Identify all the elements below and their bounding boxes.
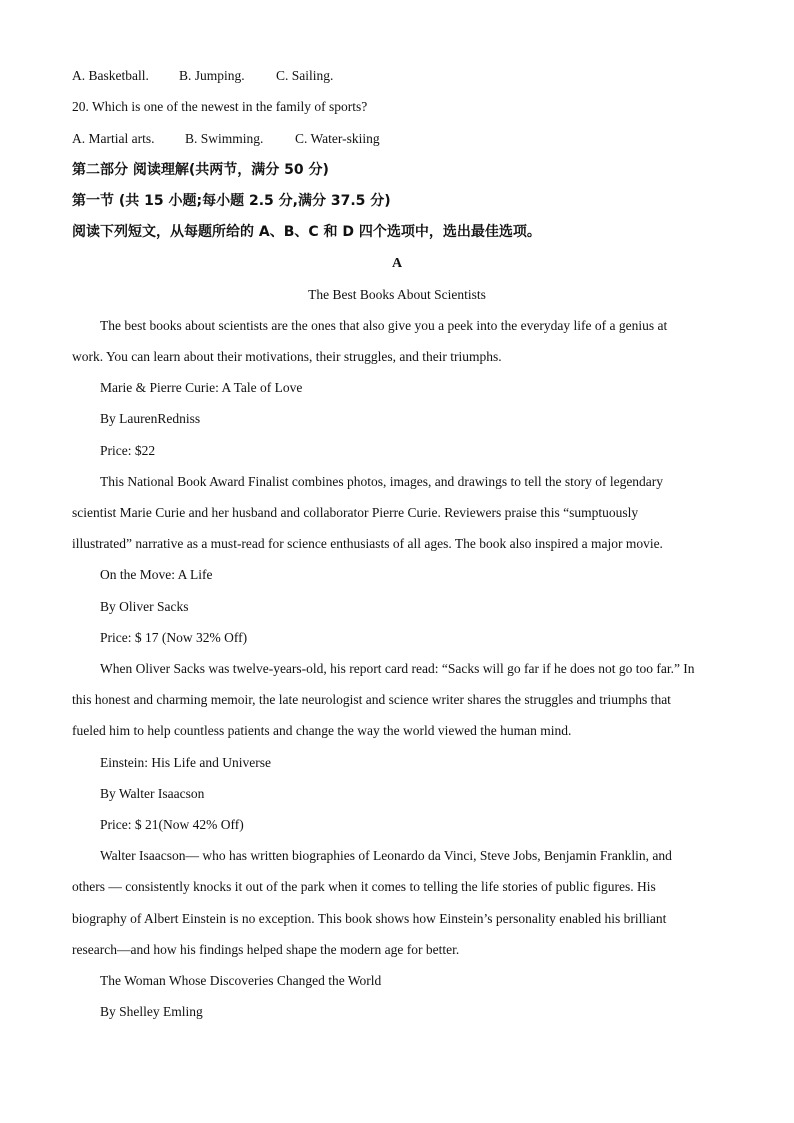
q19-options bbox=[72, 68, 333, 84]
book-3-author: By Walter Isaacson bbox=[100, 786, 205, 801]
book-3-price: Price: $ 21(Now 42% Off) bbox=[100, 817, 244, 832]
q20-option-a: A. Martial arts. bbox=[72, 131, 155, 146]
book-2-desc-line-2: this honest and charming memoir, the late neurologist and science writer shares the struggles and triumphs that bbox=[72, 692, 671, 707]
q19-option-b: B. Jumping. bbox=[179, 68, 245, 83]
part2-heading: 第二部分 阅读理解(共两节，满分 50 分) bbox=[72, 162, 329, 178]
book-4-title: The Woman Whose Discoveries Changed the World bbox=[100, 973, 382, 988]
q19-option-a: A. Basketball. bbox=[72, 68, 149, 83]
book-1-author: By LaurenRedniss bbox=[100, 411, 201, 426]
q20-option-c: C. Water-skiing bbox=[295, 131, 380, 146]
q19-option-c: C. Sailing. bbox=[276, 68, 334, 83]
book-3-desc-line-4: research—and how his findings helped shape the modern age for better. bbox=[72, 942, 460, 957]
book-3-desc-line-2: others — consistently knocks it out of the park when it comes to telling the life stories of public figures. His bbox=[72, 879, 656, 894]
book-3-desc-line-3: biography of Albert Einstein is no exception. This book shows how Einstein’s personality enabled his brilliant bbox=[72, 911, 667, 926]
q20-question: 20. Which is one of the newest in the family of sports? bbox=[72, 99, 368, 114]
book-2-author: By Oliver Sacks bbox=[100, 599, 189, 614]
intro-line-2: work. You can learn about their motivations, their struggles, and their triumphs. bbox=[72, 349, 502, 364]
book-3-desc-line-1: Walter Isaacson— who has written biographies of Leonardo da Vinci, Steve Jobs, Benjamin Franklin, and bbox=[100, 848, 672, 863]
reading-instruction: 阅读下列短文，从每题所给的 A、B、C 和 D 四个选项中，选出最佳选项。 bbox=[72, 224, 541, 240]
passage-letter: A bbox=[391, 256, 403, 271]
book-1-price: Price: $22 bbox=[100, 443, 156, 458]
section1-heading: 第一节 (共 15 小题;每小题 2.5 分,满分 37.5 分) bbox=[72, 193, 391, 209]
book-2-desc-line-3: fueled him to help countless patients and change the way the world viewed the human mind. bbox=[72, 723, 572, 738]
book-3-title: Einstein: His Life and Universe bbox=[100, 755, 271, 770]
intro-line-1: The best books about scientists are the ones that also give you a peek into the everyday life of a genius at bbox=[100, 318, 668, 333]
q20-options bbox=[72, 131, 380, 147]
q20-option-b: B. Swimming. bbox=[185, 131, 264, 146]
book-2-title: On the Move: A Life bbox=[100, 567, 213, 582]
book-2-price: Price: $ 17 (Now 32% Off) bbox=[100, 630, 248, 645]
book-1-desc-line-1: This National Book Award Finalist combines photos, images, and drawings to tell the story of legendary bbox=[100, 474, 664, 489]
book-1-desc-line-3: illustrated” narrative as a must-read for science enthusiasts of all ages. The book also inspired a major movie. bbox=[72, 536, 663, 551]
book-1-title: Marie & Pierre Curie: A Tale of Love bbox=[100, 380, 303, 395]
passage-title: The Best Books About Scientists bbox=[308, 287, 486, 302]
book-2-desc-line-1: When Oliver Sacks was twelve-years-old, his report card read: “Sacks will go far if he does not go too far.” In bbox=[100, 661, 695, 676]
book-4-author: By Shelley Emling bbox=[100, 1004, 203, 1019]
book-1-desc-line-2: scientist Marie Curie and her husband and collaborator Pierre Curie. Reviewers praise this “sumptuously bbox=[72, 505, 639, 520]
